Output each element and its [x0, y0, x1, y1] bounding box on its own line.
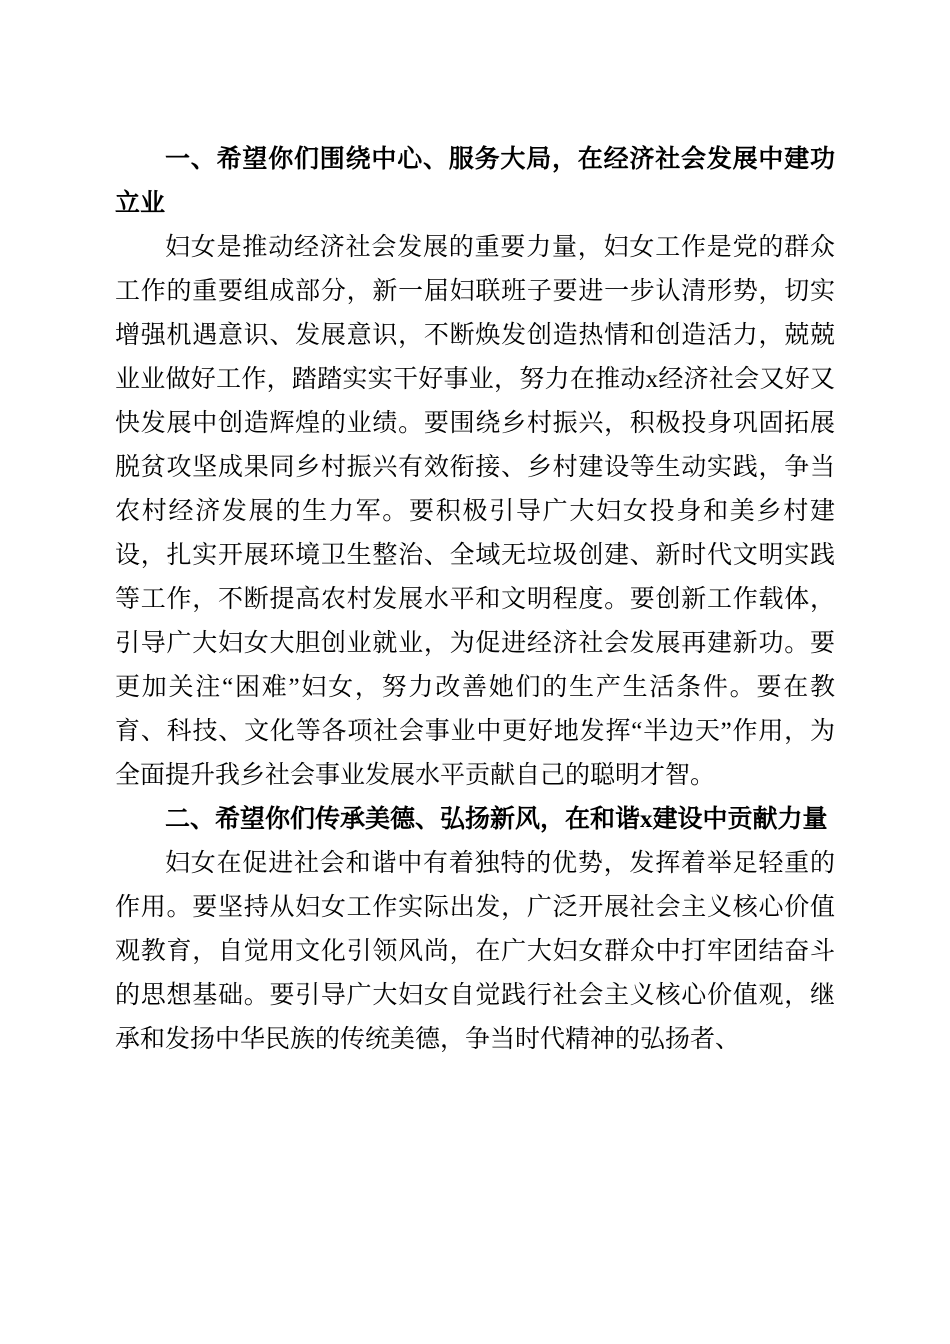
- section-heading-1: 一、希望你们围绕中心、服务大局，在经济社会发展中建功立业: [115, 146, 835, 217]
- body-paragraph-2: 妇女在促进社会和谐中有着独特的优势，发挥着举足轻重的作用。要坚持从妇女工作实际出发，广泛开展社会主义核心价值观教育，自觉用文化引领风尚，在广大妇女群众中打牢团结奋斗的思想基础。要引导广大妇女自觉践行社会主义核心价值观，继承和发扬中华民族的传统美德，争当时代精神的弘扬者、: [115, 850, 835, 1053]
- body-paragraph-1: 妇女是推动经济社会发展的重要力量，妇女工作是党的群众工作的重要组成部分，新一届妇联班子要进一步认清形势，切实增强机遇意识、发展意识，不断焕发创造热情和创造活力，兢兢业业做好工作，踏踏实实干好事业，努力在推动x经济社会又好又快发展中创造辉煌的业绩。要围绕乡村振兴，积极投身巩固拓展脱贫攻坚成果同乡村振兴有效衔接、乡村建设等生动实践，争当农村经济发展的生力军。要积极引导广大妇女投身和美乡村建设，扎实开展环境卫生整治、全域无垃圾创建、新时代文明实践等工作，不断提高农村发展水平和文明程度。要创新工作载体，引导广大妇女大胆创业就业，为促进经济社会发展再建新功。要更加关注“困难”妇女，努力改善她们的生产生活条件。要在教育、科技、文化等各项社会事业中更好地发挥“半边天”作用，为全面提升我乡社会事业发展水平贡献自己的聪明才智。: [115, 234, 835, 789]
- section-heading-2: 二、希望你们传承美德、弘扬新风，在和谐x建设中贡献力量: [165, 806, 828, 833]
